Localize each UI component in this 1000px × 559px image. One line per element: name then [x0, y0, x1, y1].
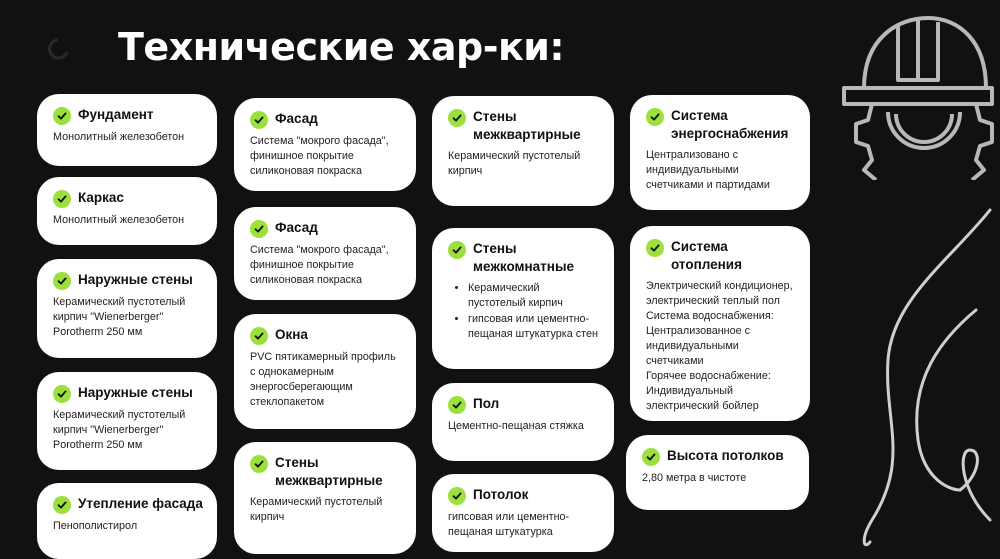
- card-title: Фасад: [275, 220, 318, 235]
- check-icon: [53, 496, 71, 514]
- page-title: Технические хар-ки:: [118, 25, 565, 69]
- card-text: [448, 281, 600, 342]
- card-text: Система "мокрого фасада", финишное покрытие силиконовая покраска: [250, 244, 389, 286]
- check-icon: [250, 455, 268, 473]
- card-title: Окна: [275, 327, 308, 342]
- card-title: Система отопления: [671, 239, 742, 272]
- card-title: Потолок: [473, 487, 529, 502]
- spec-card-foundation: [37, 94, 217, 166]
- check-icon: [448, 241, 466, 259]
- card-text: Монолитный железобетон: [53, 214, 185, 226]
- check-icon: [448, 109, 466, 127]
- card-title: Наружные стены: [78, 272, 193, 287]
- corner-logo-icon: [44, 34, 74, 64]
- card-title: Стены межкомнатные: [473, 241, 574, 274]
- spec-card-party-walls: [234, 442, 416, 554]
- spec-card-frame: [37, 177, 217, 245]
- spec-card-interior-walls: [432, 228, 614, 369]
- check-icon: [646, 239, 664, 257]
- check-icon: [250, 220, 268, 238]
- check-icon: [646, 108, 664, 126]
- spec-card-ceiling-height: [626, 435, 809, 510]
- check-icon: [448, 396, 466, 414]
- spec-card-floor: [432, 383, 614, 461]
- spec-card-outer-walls: [37, 259, 217, 358]
- card-text: Керамический пустотелый кирпич "Wienerberger" Porotherm 250 мм: [53, 409, 186, 451]
- card-text: Керамический пустотелый кирпич: [448, 150, 581, 177]
- spec-card-outer-walls: [37, 372, 217, 470]
- card-text: Керамический пустотелый кирпич: [250, 496, 383, 523]
- check-icon: [448, 487, 466, 505]
- list-item: • Керамический пустотелый кирпич: [468, 281, 600, 311]
- card-text: Пенополистирол: [53, 520, 138, 532]
- card-text: 2,80 метра в чистоте: [642, 472, 747, 484]
- check-icon: [53, 272, 71, 290]
- list-item: • гипсовая или цементно-пещаная штукатурка стен: [468, 312, 600, 342]
- spec-card-facade: [234, 98, 416, 191]
- card-title: Пол: [473, 396, 500, 411]
- spec-card-ceiling: [432, 474, 614, 552]
- card-line: Горячее водоснабжение: Индивидуальный электрический бойлер: [646, 370, 771, 412]
- check-icon: [53, 190, 71, 208]
- check-icon: [250, 111, 268, 129]
- spec-card-party-walls: [432, 96, 614, 206]
- spec-card-windows: [234, 314, 416, 429]
- swirl-ornament: [800, 190, 1000, 559]
- card-title: Наружные стены: [78, 385, 193, 400]
- card-text: Централизовано с индивидуальными счетчиками и партидами: [646, 149, 770, 191]
- helmet-gear-icon: [836, 10, 998, 180]
- card-title: Фасад: [275, 111, 318, 126]
- card-text: Цементно-пещаная стяжка: [448, 420, 584, 432]
- check-icon: [53, 385, 71, 403]
- card-text: [646, 279, 796, 414]
- spec-card-power-supply: [630, 95, 810, 210]
- spec-card-heating: [630, 226, 810, 421]
- card-title: Фундамент: [78, 107, 154, 122]
- card-text: Керамический пустотелый кирпич "Wienerberger" Porotherm 250 мм: [53, 296, 186, 338]
- card-title: Стены межквартирные: [275, 455, 383, 488]
- card-line: Система водоснабжения: Централизованное с индивидуальными счетчиками: [646, 310, 774, 367]
- check-icon: [53, 107, 71, 125]
- card-text: гипсовая или цементно-пещаная штукатурка: [448, 511, 570, 538]
- spec-card-facade-insulation: [37, 483, 217, 559]
- card-title: Система энергоснабжения: [671, 108, 789, 141]
- card-title: Высота потолков: [667, 448, 784, 463]
- card-text: Монолитный железобетон: [53, 131, 185, 143]
- card-line: Электрический кондиционер, электрический теплый пол: [646, 280, 793, 307]
- card-text: PVC пятикамерный профиль с однокамерным энергосберегающим стеклопакетом: [250, 351, 396, 408]
- check-icon: [642, 448, 660, 466]
- card-title: Утепление фасада: [78, 496, 203, 511]
- spec-card-facade: [234, 207, 416, 300]
- card-title: Каркас: [78, 190, 124, 205]
- check-icon: [250, 327, 268, 345]
- card-title: Стены межквартирные: [473, 109, 581, 142]
- card-text: Система "мокрого фасада", финишное покрытие силиконовая покраска: [250, 135, 389, 177]
